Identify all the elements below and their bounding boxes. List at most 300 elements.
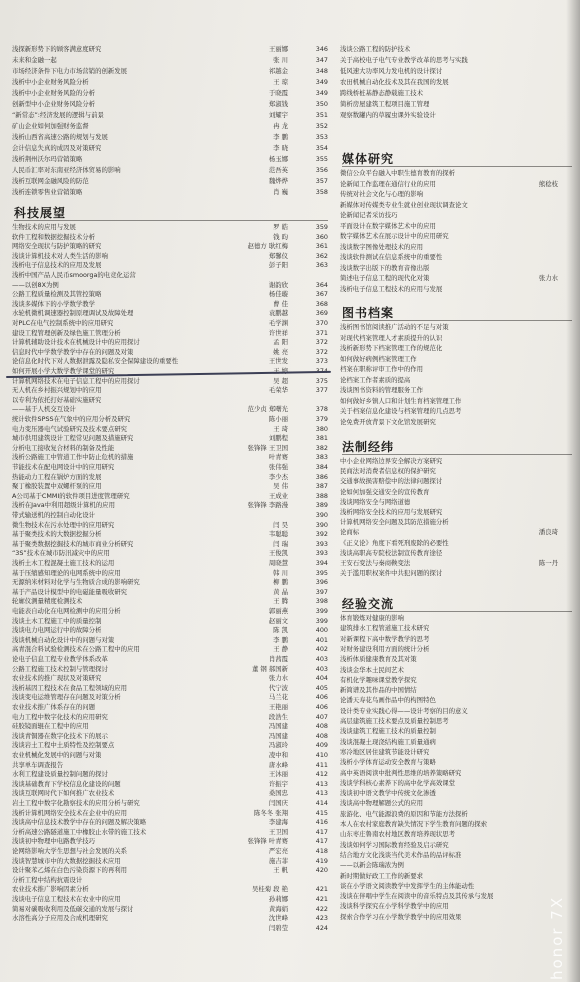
toc-entry bbox=[340, 200, 572, 211]
entry-title: ——以新会陈瑞浓为例 bbox=[340, 861, 404, 870]
entry-title: 浅析网络安全技术的应用与发展研究 bbox=[340, 508, 443, 516]
entry-title: 网络安全现状与防护策略的研究 bbox=[12, 242, 102, 251]
entry-page-number: 417 bbox=[315, 837, 328, 846]
entry-title: 论潘天寿花鸟画作品中的构图特色 bbox=[340, 696, 436, 705]
entry-title: 农田机械自动化技术及其在我国的发展 bbox=[340, 78, 449, 86]
entry-page-number: 395 bbox=[315, 568, 328, 577]
entry-title: 简述电子信息工程的现代化对策 bbox=[340, 274, 430, 282]
entry-title: 中小企业网络边界安全解决方案研究 bbox=[340, 457, 443, 465]
entry-title: 浅谈数字出版下的教育音像出版 bbox=[340, 263, 430, 272]
entry-page-number: 379 bbox=[315, 415, 328, 423]
entry-author: 闫 瑞 bbox=[273, 539, 288, 548]
toc-entry bbox=[340, 417, 572, 428]
entry-title: 人民币汇率对东南亚经济体贸易的影响 bbox=[12, 166, 121, 174]
entry-title: 论档案工作者素质的提高 bbox=[340, 375, 411, 384]
entry-title: 计算机网络技术在电子信息工程中的应用探讨 bbox=[12, 376, 140, 385]
entry-title: 建设工程管理创新及绿色施工管理分析 bbox=[12, 328, 121, 337]
entry-page-number: 406 bbox=[315, 703, 328, 711]
entry-author: 刘耀宇 bbox=[268, 111, 288, 119]
entry-title: 计算机网络安全问题及其防范措施分析 bbox=[340, 518, 449, 527]
entry-author: 孙莉娜 bbox=[268, 895, 288, 903]
entry-author: 张 川 bbox=[273, 56, 288, 64]
entry-title: 浅谈图书资料的管理服务工作 bbox=[340, 386, 424, 394]
entry-author: 赵丽文 bbox=[268, 616, 288, 625]
entry-page-number: 349 bbox=[315, 78, 328, 86]
entry-author: 桑国忠 bbox=[268, 789, 288, 798]
entry-title: 民商法对消费者信息权的保护研究 bbox=[340, 467, 436, 476]
entry-author: 李 鹏 bbox=[273, 133, 288, 141]
entry-page-number: 390 bbox=[315, 520, 328, 529]
entry-page-number: 404 bbox=[315, 674, 328, 683]
toc-entry bbox=[12, 165, 328, 176]
entry-author: 严宏亮 bbox=[268, 847, 288, 855]
entry-title: 传统对社会文化与心理的影响 bbox=[340, 190, 424, 198]
toc-entry bbox=[340, 231, 572, 242]
entry-title: 旅游化、电气能源浪费的原因和节能方法探析 bbox=[340, 809, 468, 818]
entry-author: 王俊凯 bbox=[268, 549, 288, 558]
entry-title: 农业技术的推广现状及对策研究 bbox=[12, 674, 102, 683]
entry-title: 农业机械化发展中的问题与对策 bbox=[12, 751, 102, 759]
entry-title: 基于聚类数据挖掘技术的城市商业分析研究 bbox=[12, 539, 134, 548]
entry-title: 新时期做好政工工作的新要求 bbox=[340, 871, 424, 880]
entry-title: 软件工程和数据挖掘技术分析 bbox=[12, 232, 96, 241]
entry-page-number: 417 bbox=[315, 827, 328, 836]
toc-entry bbox=[340, 221, 572, 232]
entry-title: “3S”技术在城市防汛减灾中的应用 bbox=[12, 549, 110, 558]
entry-title: 论电子信息工程专业教学体系改革 bbox=[12, 655, 108, 663]
entry-author: 袁鹏越 bbox=[268, 309, 288, 318]
entry-title: 建筑排水工程管道施工技术研究 bbox=[340, 624, 430, 633]
entry-title: 公路工程质量检测及其管控策略 bbox=[12, 290, 102, 299]
entry-page-number: 405 bbox=[315, 683, 328, 692]
entry-page-number: 350 bbox=[315, 100, 328, 108]
entry-author: 于晓霞 bbox=[268, 89, 288, 97]
entry-author: 肖 巍 bbox=[273, 188, 288, 196]
entry-author: 王 腾 bbox=[273, 597, 288, 606]
entry-page-number: 348 bbox=[315, 67, 328, 75]
entry-title: 浅析互联网金融风险的防范 bbox=[12, 177, 89, 185]
entry-title: 浅谈高职高专院校法制宣传教育途径 bbox=[340, 548, 443, 557]
entry-title: 浅谈初中物理中电路教学技巧 bbox=[12, 837, 96, 846]
entry-title: 交通事故损害赔偿中的法律问题探讨 bbox=[340, 477, 443, 486]
entry-page-number: 346 bbox=[315, 45, 328, 53]
entry-author: 张伟强 bbox=[268, 463, 288, 471]
entry-page-number: 401 bbox=[315, 635, 328, 644]
entry-title: 浅析土木工程混凝土施工技术的运用 bbox=[12, 559, 115, 567]
toc-entry bbox=[340, 396, 572, 407]
entry-page-number: 392 bbox=[315, 530, 328, 539]
entry-author: 范少贞 郑曙光 bbox=[247, 405, 288, 414]
entry-title: 基于聚类技术的大数据挖掘分析 bbox=[12, 530, 102, 539]
entry-author: 韩 川 bbox=[273, 568, 288, 577]
entry-title: 电力变压器电气试验研究及技术要点研究 bbox=[12, 424, 128, 433]
entry-author: 冉 龙 bbox=[273, 122, 288, 130]
entry-page-number: 349 bbox=[315, 89, 328, 97]
entry-title: 浅谈智慧城市中的大数据挖掘技术应用 bbox=[12, 856, 121, 865]
entry-title: 浅析体质健康教育及其对策 bbox=[340, 655, 417, 664]
entry-page-number: 407 bbox=[315, 712, 328, 721]
entry-page-number: 393 bbox=[315, 549, 328, 558]
toc-entry bbox=[12, 99, 328, 110]
toc-entry bbox=[12, 88, 328, 99]
entry-page-number: 424 bbox=[315, 923, 328, 932]
entry-page-number: 410 bbox=[315, 751, 328, 759]
entry-title: 高中英语阅读中批判性思维的培养策略研究 bbox=[340, 768, 462, 777]
entry-title: 有机化学趣味课堂教学探究 bbox=[340, 675, 417, 684]
toc-entry bbox=[340, 322, 572, 333]
toc-entry bbox=[12, 55, 328, 66]
entry-title: 关于滥用职权案件中共犯问题的探讨 bbox=[340, 569, 443, 578]
entry-title: 水溶性高分子应用及合成机理研究 bbox=[12, 914, 108, 923]
entry-page-number: 423 bbox=[315, 914, 328, 923]
entry-title: 高青混合料试验检测技术在公路工程中的应用 bbox=[12, 645, 140, 654]
entry-title: ——以创8X为例 bbox=[12, 280, 59, 289]
entry-author: 黄 晶 bbox=[273, 587, 288, 596]
entry-page-number: 399 bbox=[315, 616, 328, 625]
toc-entry bbox=[340, 242, 572, 253]
toc-entry bbox=[340, 568, 572, 579]
entry-author: 范吾英 bbox=[268, 166, 288, 174]
entry-author: 王 琦 bbox=[273, 424, 288, 433]
entry-author: 吴 超 bbox=[273, 376, 288, 385]
entry-title: 浅析山西省高速公路的规划与发展 bbox=[12, 133, 108, 141]
entry-title: 浅谈计算机技术对人类生活的影响 bbox=[12, 251, 108, 260]
entry-title: 如何做好病例档案管理工作 bbox=[340, 354, 417, 363]
toc-entry bbox=[340, 55, 572, 66]
entry-title: 浅谈电子信息工程技术在农业中的应用 bbox=[12, 895, 121, 903]
toc-entry bbox=[340, 284, 572, 295]
entry-author: 曹 佳 bbox=[273, 299, 288, 308]
entry-page-number: 400 bbox=[315, 626, 328, 635]
entry-title: 浅析电子信息技术的应用及发展 bbox=[12, 261, 102, 270]
entry-title: 会计信息失真的成因及对策研究 bbox=[12, 144, 102, 152]
entry-author: 郭丽燕 bbox=[268, 607, 288, 615]
entry-title: 论网络影响大学生思想与社会发展的关系 bbox=[12, 847, 128, 855]
entry-author: 王卫国 bbox=[268, 827, 288, 836]
entry-title: 电能表自动化在电网检测中的应用分析 bbox=[12, 607, 121, 615]
entry-page-number: 408 bbox=[315, 731, 328, 740]
entry-author: 谢韵欣 bbox=[268, 280, 288, 289]
entry-page-number: 403 bbox=[315, 655, 328, 663]
toc-entry bbox=[340, 44, 572, 55]
entry-author: 熊稔枝 bbox=[538, 179, 558, 188]
entry-title: 无源纳米材料对化学与生物质合成的影响研究 bbox=[12, 578, 140, 587]
entry-author: 柳 鹏 bbox=[273, 578, 288, 587]
entry-title: 设计类专业实践心得——设计考察的目的意义 bbox=[340, 706, 468, 715]
entry-author: 韦聪聪 bbox=[268, 530, 288, 539]
entry-title: 无人机在乡村振兴规划中的应用 bbox=[12, 386, 102, 395]
entry-title: 档案在职称评审工作中的作用 bbox=[340, 365, 424, 373]
entry-page-number: 413 bbox=[315, 789, 328, 798]
toc-entry bbox=[340, 189, 572, 200]
section-title-tushu: 图书档案 bbox=[342, 306, 395, 320]
entry-title: 对PLC在电气控制系统中的应用研究 bbox=[12, 319, 114, 327]
entry-page-number: 389 bbox=[315, 501, 328, 510]
camera-watermark: honor 7X bbox=[548, 895, 566, 980]
entry-title: 岩土工程中数字化勘察技术的应用分析与研究 bbox=[12, 799, 140, 807]
entry-title: 论新闻工作监理在通信行业的应用 bbox=[340, 179, 436, 188]
toc-entry bbox=[12, 923, 328, 934]
toc-entry bbox=[340, 252, 572, 263]
entry-page-number: 367 bbox=[315, 290, 328, 299]
entry-author: 董 钢 郝国新 bbox=[251, 664, 288, 673]
entry-author: 闫 昊 bbox=[273, 520, 288, 529]
entry-title: 带式输送机的控制自动化设计 bbox=[12, 511, 96, 519]
entry-title: 浅谈混凝土现浇结构施工质量通病 bbox=[340, 737, 436, 746]
entry-author: 杨佳璇 bbox=[268, 290, 288, 299]
entry-page-number: 363 bbox=[315, 261, 328, 270]
entry-title: 平面设计在数字媒体艺术中的应用 bbox=[340, 221, 436, 230]
entry-page-number: 354 bbox=[315, 144, 328, 152]
entry-title: 浅谈变电运维管理存在问题及对策分析 bbox=[12, 693, 121, 702]
entry-title: “新常态”:经济发展的逻辑与前景 bbox=[12, 111, 104, 119]
entry-title: 浅谈公路工程的防护技术 bbox=[340, 45, 411, 53]
entry-title: 计算机辅助设计技术在机械设计中的应用探讨 bbox=[12, 338, 140, 347]
page-edge-shadow bbox=[566, 0, 580, 982]
entry-author: 李少杰 bbox=[268, 472, 288, 481]
entry-author: 吴 伟 bbox=[273, 482, 288, 491]
entry-title: 《正义论》角度下看死刑废除的必要性 bbox=[340, 538, 449, 547]
entry-title: 浅谈在伴唱中学生在阅读中的音乐特点及其传承与发展 bbox=[340, 892, 494, 901]
entry-author: 张力水 bbox=[538, 274, 558, 282]
entry-title: 农业技术推广体系存在的问题 bbox=[12, 703, 96, 711]
entry-title: 新简谱及其作品的中国情结 bbox=[340, 686, 417, 695]
entry-author: 王成业 bbox=[268, 491, 288, 500]
entry-author: 姚 亮 bbox=[273, 347, 288, 356]
entry-title: 矿山企业如何加强财务监督 bbox=[12, 122, 89, 130]
entry-page-number: 398 bbox=[315, 597, 328, 606]
entry-page-number: 421 bbox=[315, 895, 328, 903]
entry-author: 郑馨仪 bbox=[268, 251, 288, 260]
entry-title: 浅谈建筑工程施工技术的质量控制 bbox=[340, 727, 436, 736]
entry-title: 关于档案信息化建设与档案管理的几点思考 bbox=[340, 407, 462, 415]
entry-page-number: 372 bbox=[315, 338, 328, 347]
entry-author: 罗 皓 bbox=[273, 223, 288, 231]
entry-page-number: 416 bbox=[315, 818, 328, 827]
entry-author: 潘良琦 bbox=[538, 528, 558, 537]
entry-page-number: 412 bbox=[315, 770, 328, 779]
entry-title: 浅析荆州沃尔玛营销策略 bbox=[12, 155, 83, 163]
entry-title: 探索合作学习在小学数学教学中的应用效果 bbox=[340, 912, 462, 921]
entry-author: 毛学渊 bbox=[268, 319, 288, 327]
entry-page-number: 380 bbox=[315, 424, 328, 433]
entry-title: 分析电工接收复合材料的制备及性能 bbox=[12, 443, 115, 452]
toc-entry bbox=[340, 273, 572, 284]
entry-title: 分析工程中结构抗震设计 bbox=[12, 875, 83, 884]
entry-author: 张锋锋 王卫国 bbox=[247, 443, 288, 452]
entry-title: 基于产品设计模型中的电磁能量吸收研究 bbox=[12, 587, 128, 596]
entry-title: 生物技术的应用与发展 bbox=[12, 223, 76, 231]
entry-author: 李 鹏 bbox=[273, 635, 288, 644]
entry-title: 公路工程施工技术控制与管理探讨 bbox=[12, 664, 108, 673]
entry-author: 毛荣华 bbox=[268, 386, 288, 395]
entry-title: 如何做好乡镇人口和计划生育档案管理工作 bbox=[340, 396, 462, 405]
entry-page-number: 381 bbox=[315, 434, 328, 443]
entry-title: 浅谈岩土工程中土质特性及控制要点 bbox=[12, 741, 115, 750]
entry-title: 节能技术在配电网设计中的应用研究 bbox=[12, 463, 115, 471]
toc-entry bbox=[340, 179, 572, 190]
toc-entry bbox=[340, 263, 572, 274]
toc-entry bbox=[340, 168, 572, 179]
entry-title: 浅谈学科核心素养下的高中化学高效课堂 bbox=[340, 778, 456, 787]
entry-author: 王丽娜 bbox=[268, 45, 288, 53]
entry-page-number: 383 bbox=[315, 453, 328, 462]
entry-title: 论免费开放背景下文化馆发展研究 bbox=[340, 417, 436, 426]
entry-title: 关于高校电子电气专业教学改革的思考与实践 bbox=[340, 56, 468, 64]
entry-page-number: 356 bbox=[315, 166, 328, 174]
entry-title: ——基于人机交互设计 bbox=[12, 405, 76, 414]
toc-entry bbox=[340, 343, 572, 354]
entry-title: 结合地方文化浅谈当代美术作品的品评标准 bbox=[340, 850, 462, 859]
entry-page-number: 393 bbox=[315, 539, 328, 548]
toc-entry bbox=[12, 176, 328, 187]
entry-author: 王艳丽 bbox=[268, 703, 288, 711]
entry-title: 浅探新形势下的顾客满意度研究 bbox=[12, 45, 102, 53]
entry-title: 对现代档案管理人才素质提升的认识 bbox=[340, 333, 443, 342]
entry-author: 杨玉娜 bbox=[268, 155, 288, 163]
section-divider bbox=[342, 320, 572, 321]
entry-title: 论信息化时代下对人数据泄露及隐私安全保障建设的重要性 bbox=[12, 357, 179, 366]
entry-page-number: 357 bbox=[315, 177, 328, 185]
entry-title: 水轮机微机调速器控制原理调试及故障处理 bbox=[12, 309, 134, 318]
entry-title: 浅谈互联网时代下如何推广农业技术 bbox=[12, 789, 115, 798]
entry-page-number: 368 bbox=[315, 299, 328, 308]
entry-title: 微生物技术在污水处理中的应用研究 bbox=[12, 520, 115, 529]
entry-author: 张锋锋 叶青赛 bbox=[247, 837, 288, 846]
entry-page-number: 418 bbox=[315, 847, 328, 855]
entry-author: 段浩生 bbox=[268, 712, 288, 721]
toc-entry bbox=[12, 143, 328, 154]
entry-title: A公司基于CMMI的软件项目进度管理研究 bbox=[12, 491, 130, 500]
entry-page-number: 364 bbox=[315, 280, 328, 289]
toc-entry bbox=[12, 154, 328, 165]
entry-author: 马兰花 bbox=[268, 693, 288, 702]
entry-title: 简易对碳吸收利用及低碳交通的发展与探讨 bbox=[12, 904, 134, 913]
entry-title: 浅谈机械自动化设计中的问题与对策 bbox=[12, 635, 115, 644]
entry-author: 闫碧莹 bbox=[268, 923, 288, 932]
entry-title: 论商标 bbox=[340, 528, 360, 537]
entry-title: 浅谈电力电网运行中的故障分析 bbox=[12, 626, 102, 635]
toc-entry bbox=[340, 385, 572, 396]
entry-title: 浅析计算机网络安全技术在企业中的应用 bbox=[12, 808, 128, 817]
entry-page-number: 413 bbox=[315, 779, 328, 788]
entry-title: 浅析公路施工中管道工作中防止危机的措施 bbox=[12, 453, 134, 462]
entry-page-number: 353 bbox=[315, 133, 328, 141]
entry-title: 浅谈青铜器在数字化技术下的展示 bbox=[12, 731, 108, 740]
entry-title: 硅胶镜面辊在工程中的应用 bbox=[12, 722, 89, 731]
toc-entry bbox=[340, 88, 572, 99]
entry-title: 基于压缩感知理论的电网系统中的应用 bbox=[12, 568, 121, 577]
entry-page-number: 371 bbox=[315, 328, 328, 337]
entry-title: 浅析基因工程技术在食品工程领域的应用 bbox=[12, 683, 128, 692]
entry-title: 浅谈基础教育下学校信息化建设的问题 bbox=[12, 779, 121, 788]
entry-title: 浅谈软件测试在信息系统中的重要性 bbox=[340, 253, 443, 261]
section-title-meiti: 媒体研究 bbox=[342, 152, 395, 166]
section-divider bbox=[14, 220, 328, 221]
entry-title: 浅谈网络安全与网络道德 bbox=[340, 497, 411, 506]
entry-title: 浅谈数字图像处理技术的应用 bbox=[340, 242, 424, 251]
entry-title: 市场经济条件下电力市场营销的创新发展 bbox=[12, 67, 128, 75]
entry-page-number: 358 bbox=[315, 188, 328, 196]
entry-page-number: 369 bbox=[315, 309, 328, 318]
entry-page-number: 347 bbox=[315, 56, 328, 64]
toc-entry bbox=[340, 375, 572, 386]
entry-author: 王 琼 bbox=[273, 78, 288, 86]
entry-author: 凌中和 bbox=[268, 751, 288, 759]
entry-title: 浅谈高中信息技术教学中存在的问题及解决策略 bbox=[12, 818, 147, 827]
entry-title: 论新闻记者采访技巧 bbox=[340, 211, 398, 219]
section-title-fazhi: 法制经纬 bbox=[342, 440, 395, 454]
entry-author: 李 晓 bbox=[273, 144, 288, 152]
entry-title: 分析高速公路隧道施工中橡胶止水带的施工技术 bbox=[12, 827, 147, 836]
entry-page-number: 409 bbox=[315, 741, 328, 750]
entry-page-number: 402 bbox=[315, 645, 328, 654]
entry-author: 闫国庆 bbox=[268, 799, 288, 807]
entry-title: 以专利为依托打好基础实施研究 bbox=[12, 395, 102, 404]
entry-title: 浅析在Java中利用超级计算机的应用 bbox=[12, 501, 115, 510]
toc-entry bbox=[12, 66, 328, 77]
entry-page-number: 411 bbox=[315, 760, 328, 769]
toc-entry bbox=[340, 99, 572, 110]
entry-page-number: 361 bbox=[315, 242, 328, 251]
entry-author: 黄海娟 bbox=[268, 904, 288, 913]
entry-page-number: 352 bbox=[315, 122, 328, 130]
entry-title: 低风速大功率风力发电机的设计探讨 bbox=[340, 67, 443, 75]
entry-title: 跨线桥桩基静态静载施工技术 bbox=[340, 89, 424, 97]
entry-title: 未来和金融一起 bbox=[12, 56, 57, 64]
section-divider bbox=[342, 454, 572, 455]
entry-author: 孟 阳 bbox=[273, 338, 288, 347]
entry-author: 许世祥 bbox=[268, 328, 288, 337]
entry-page-number: 399 bbox=[315, 607, 328, 615]
entry-author: 祁越金 bbox=[268, 67, 288, 75]
toc-entry bbox=[12, 121, 328, 132]
entry-title: 轮廓仪测量精度检测技术 bbox=[12, 597, 83, 606]
section-divider bbox=[342, 166, 572, 167]
entry-author: 张锋锋 李路漫 bbox=[247, 501, 288, 510]
entry-title: 浅谈多媒体下的小学数学教学 bbox=[12, 299, 96, 308]
entry-title: 浅谈高中物理解题公式的应用 bbox=[340, 799, 424, 808]
entry-author: 陈小丽 bbox=[268, 415, 288, 423]
entry-title: 本人在农村家庭教育缺失情况下学生教育问题的探索 bbox=[340, 820, 487, 828]
entry-title: 热能动力工程在锅炉方面的发展 bbox=[12, 472, 102, 481]
entry-page-number: 420 bbox=[315, 866, 328, 875]
entry-title: 新媒体对传媒类专业生就业创业现状调查论文 bbox=[340, 200, 468, 209]
toc-entry bbox=[340, 66, 572, 77]
entry-author: 冯淑玲 bbox=[268, 741, 288, 750]
toc-entry bbox=[340, 77, 572, 88]
entry-author: 刘鹏程 bbox=[268, 434, 288, 443]
entry-title: 浅析中小企业财务风险的分析 bbox=[12, 89, 96, 97]
toc-entry bbox=[12, 132, 328, 143]
entry-page-number: 406 bbox=[315, 693, 328, 702]
entry-title: 浅谈初中语文教学中传统文化渗透 bbox=[340, 789, 436, 798]
entry-author: 陈冬冬 张翔 bbox=[254, 808, 288, 817]
entry-page-number: 362 bbox=[315, 251, 328, 260]
entry-author: 冯国建 bbox=[268, 722, 288, 731]
entry-author: 施吉菲 bbox=[268, 856, 288, 865]
entry-title: 浅谈科学探究在小学科学教学中的应用 bbox=[340, 902, 449, 911]
entry-author: 吴桂菊 段 艳 bbox=[251, 885, 288, 894]
entry-title: 简析房屋建筑工程项目施工管理 bbox=[340, 100, 430, 108]
section-title-jingyan: 经验交流 bbox=[342, 597, 395, 611]
entry-title: 寒冷地区居住建筑节能设计研究 bbox=[340, 747, 430, 756]
entry-title: 对财务建设利用方面的统计分析 bbox=[340, 644, 430, 653]
entry-page-number: 397 bbox=[315, 587, 328, 596]
entry-page-number: 415 bbox=[315, 808, 328, 817]
entry-author: 王世发 bbox=[268, 357, 288, 366]
section-divider bbox=[342, 611, 572, 612]
